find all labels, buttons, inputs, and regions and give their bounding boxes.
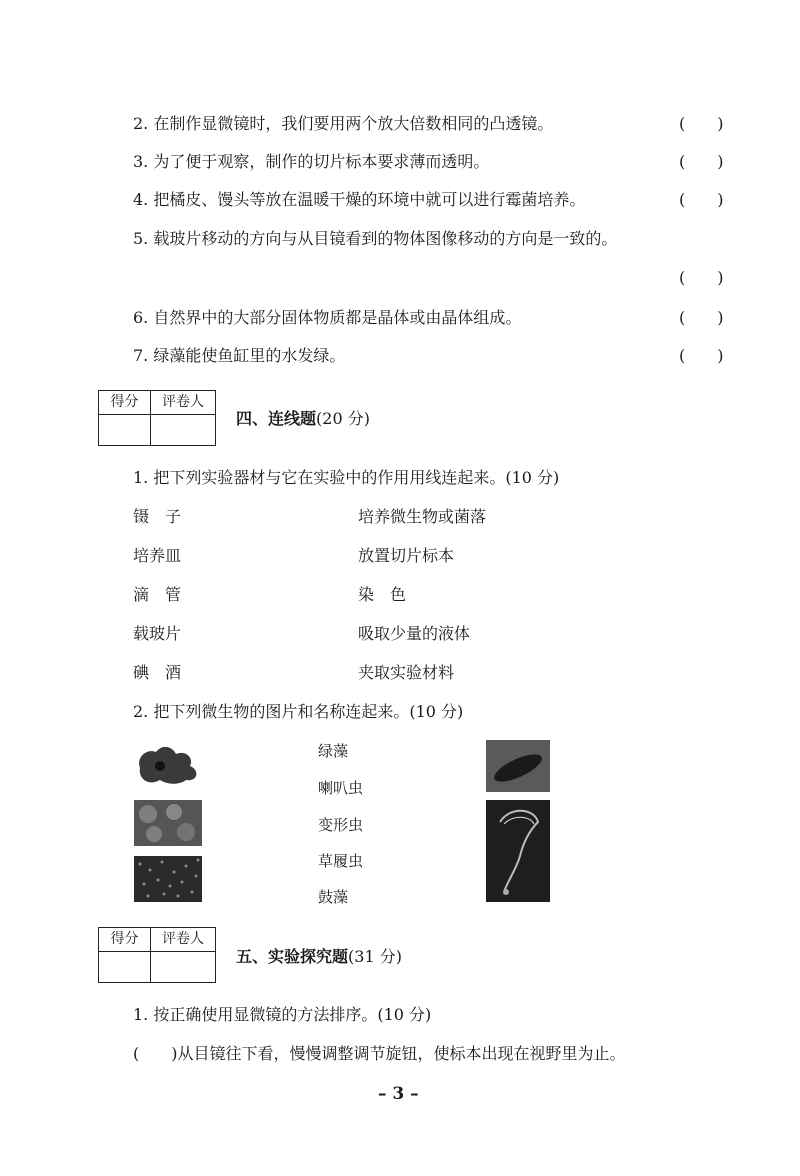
section4-title-text: 四、连线题 [236,409,317,428]
equipment-2[interactable]: 培养皿 [133,546,182,565]
name-amoeba[interactable]: 变形虫 [318,816,364,834]
section5-q1: 1. 按正确使用显微镜的方法排序。(10 分) [133,1005,432,1024]
grader-cell[interactable] [151,952,215,982]
section4-q2: 2. 把下列微生物的图片和名称连起来。(10 分) [133,702,464,721]
judgement-item-5: 5. 载玻片移动的方向与从目镜看到的物体图像移动的方向是一致的。 [133,229,618,248]
grader-cell[interactable] [151,415,215,445]
section5-title-text: 五、实验探究题 [236,947,349,966]
judgement-item-7: 7. 绿藻能使鱼缸里的水发绿。 [133,346,346,365]
paramecium-image[interactable] [486,740,550,792]
score-label: 得分 [99,928,151,952]
judgement-item-6: 6. 自然界中的大部分固体物质都是晶体或由晶体组成。 [133,308,522,327]
section4-points: (20 分) [316,409,370,428]
function-4[interactable]: 吸取少量的液体 [358,624,471,643]
name-green-algae[interactable]: 绿藻 [318,742,349,760]
green-algae-image[interactable] [134,856,202,902]
function-5[interactable]: 夹取实验材料 [358,663,455,682]
section5-points: (31 分) [348,947,402,966]
judgement-item-3: 3. 为了便于观察，制作的切片标本要求薄而透明。 [133,152,490,171]
section4-title [236,406,370,429]
judgement-item-2: 2. 在制作显微镜时，我们要用两个放大倍数相同的凸透镜。 [133,114,554,133]
section4-q1: 1. 把下列实验器材与它在实验中的作用用线连起来。(10 分) [133,468,560,487]
answer-paren-3[interactable]: ( ) [679,152,724,171]
grader-label: 评卷人 [151,391,215,415]
answer-paren-2[interactable]: ( ) [679,114,724,133]
score-box-section5 [98,927,216,983]
section5-title [236,944,402,967]
grader-label: 评卷人 [151,928,215,952]
stentor-image[interactable] [486,800,550,902]
amoeba-image[interactable] [132,740,204,788]
name-stentor[interactable]: 喇叭虫 [318,779,364,797]
page-number: – 3 – [378,1084,419,1104]
equipment-3[interactable]: 滴 管 [133,585,182,604]
score-label: 得分 [99,391,151,415]
function-2[interactable]: 放置切片标本 [358,546,455,565]
answer-paren-6[interactable]: ( ) [679,308,724,327]
equipment-4[interactable]: 载玻片 [133,624,182,643]
score-cell[interactable] [99,415,151,445]
equipment-5[interactable]: 碘 酒 [133,663,182,682]
answer-paren-4[interactable]: ( ) [679,190,724,209]
answer-paren-5[interactable]: ( ) [679,268,724,287]
function-1[interactable]: 培养微生物或菌落 [358,507,487,526]
answer-paren-7[interactable]: ( ) [679,346,724,365]
equipment-1[interactable]: 镊 子 [133,507,182,526]
desmid-image[interactable] [134,800,202,846]
judgement-item-4: 4. 把橘皮、馒头等放在温暖干燥的环境中就可以进行霉菌培养。 [133,190,586,209]
score-cell[interactable] [99,952,151,982]
score-box-section4 [98,390,216,446]
name-paramecium[interactable]: 草履虫 [318,852,364,870]
section5-step-1[interactable]: ( )从目镜往下看，慢慢调整调节旋钮，使标本出现在视野里为止。 [133,1044,626,1063]
name-desmid[interactable]: 鼓藻 [318,888,349,906]
function-3[interactable]: 染 色 [358,585,407,604]
